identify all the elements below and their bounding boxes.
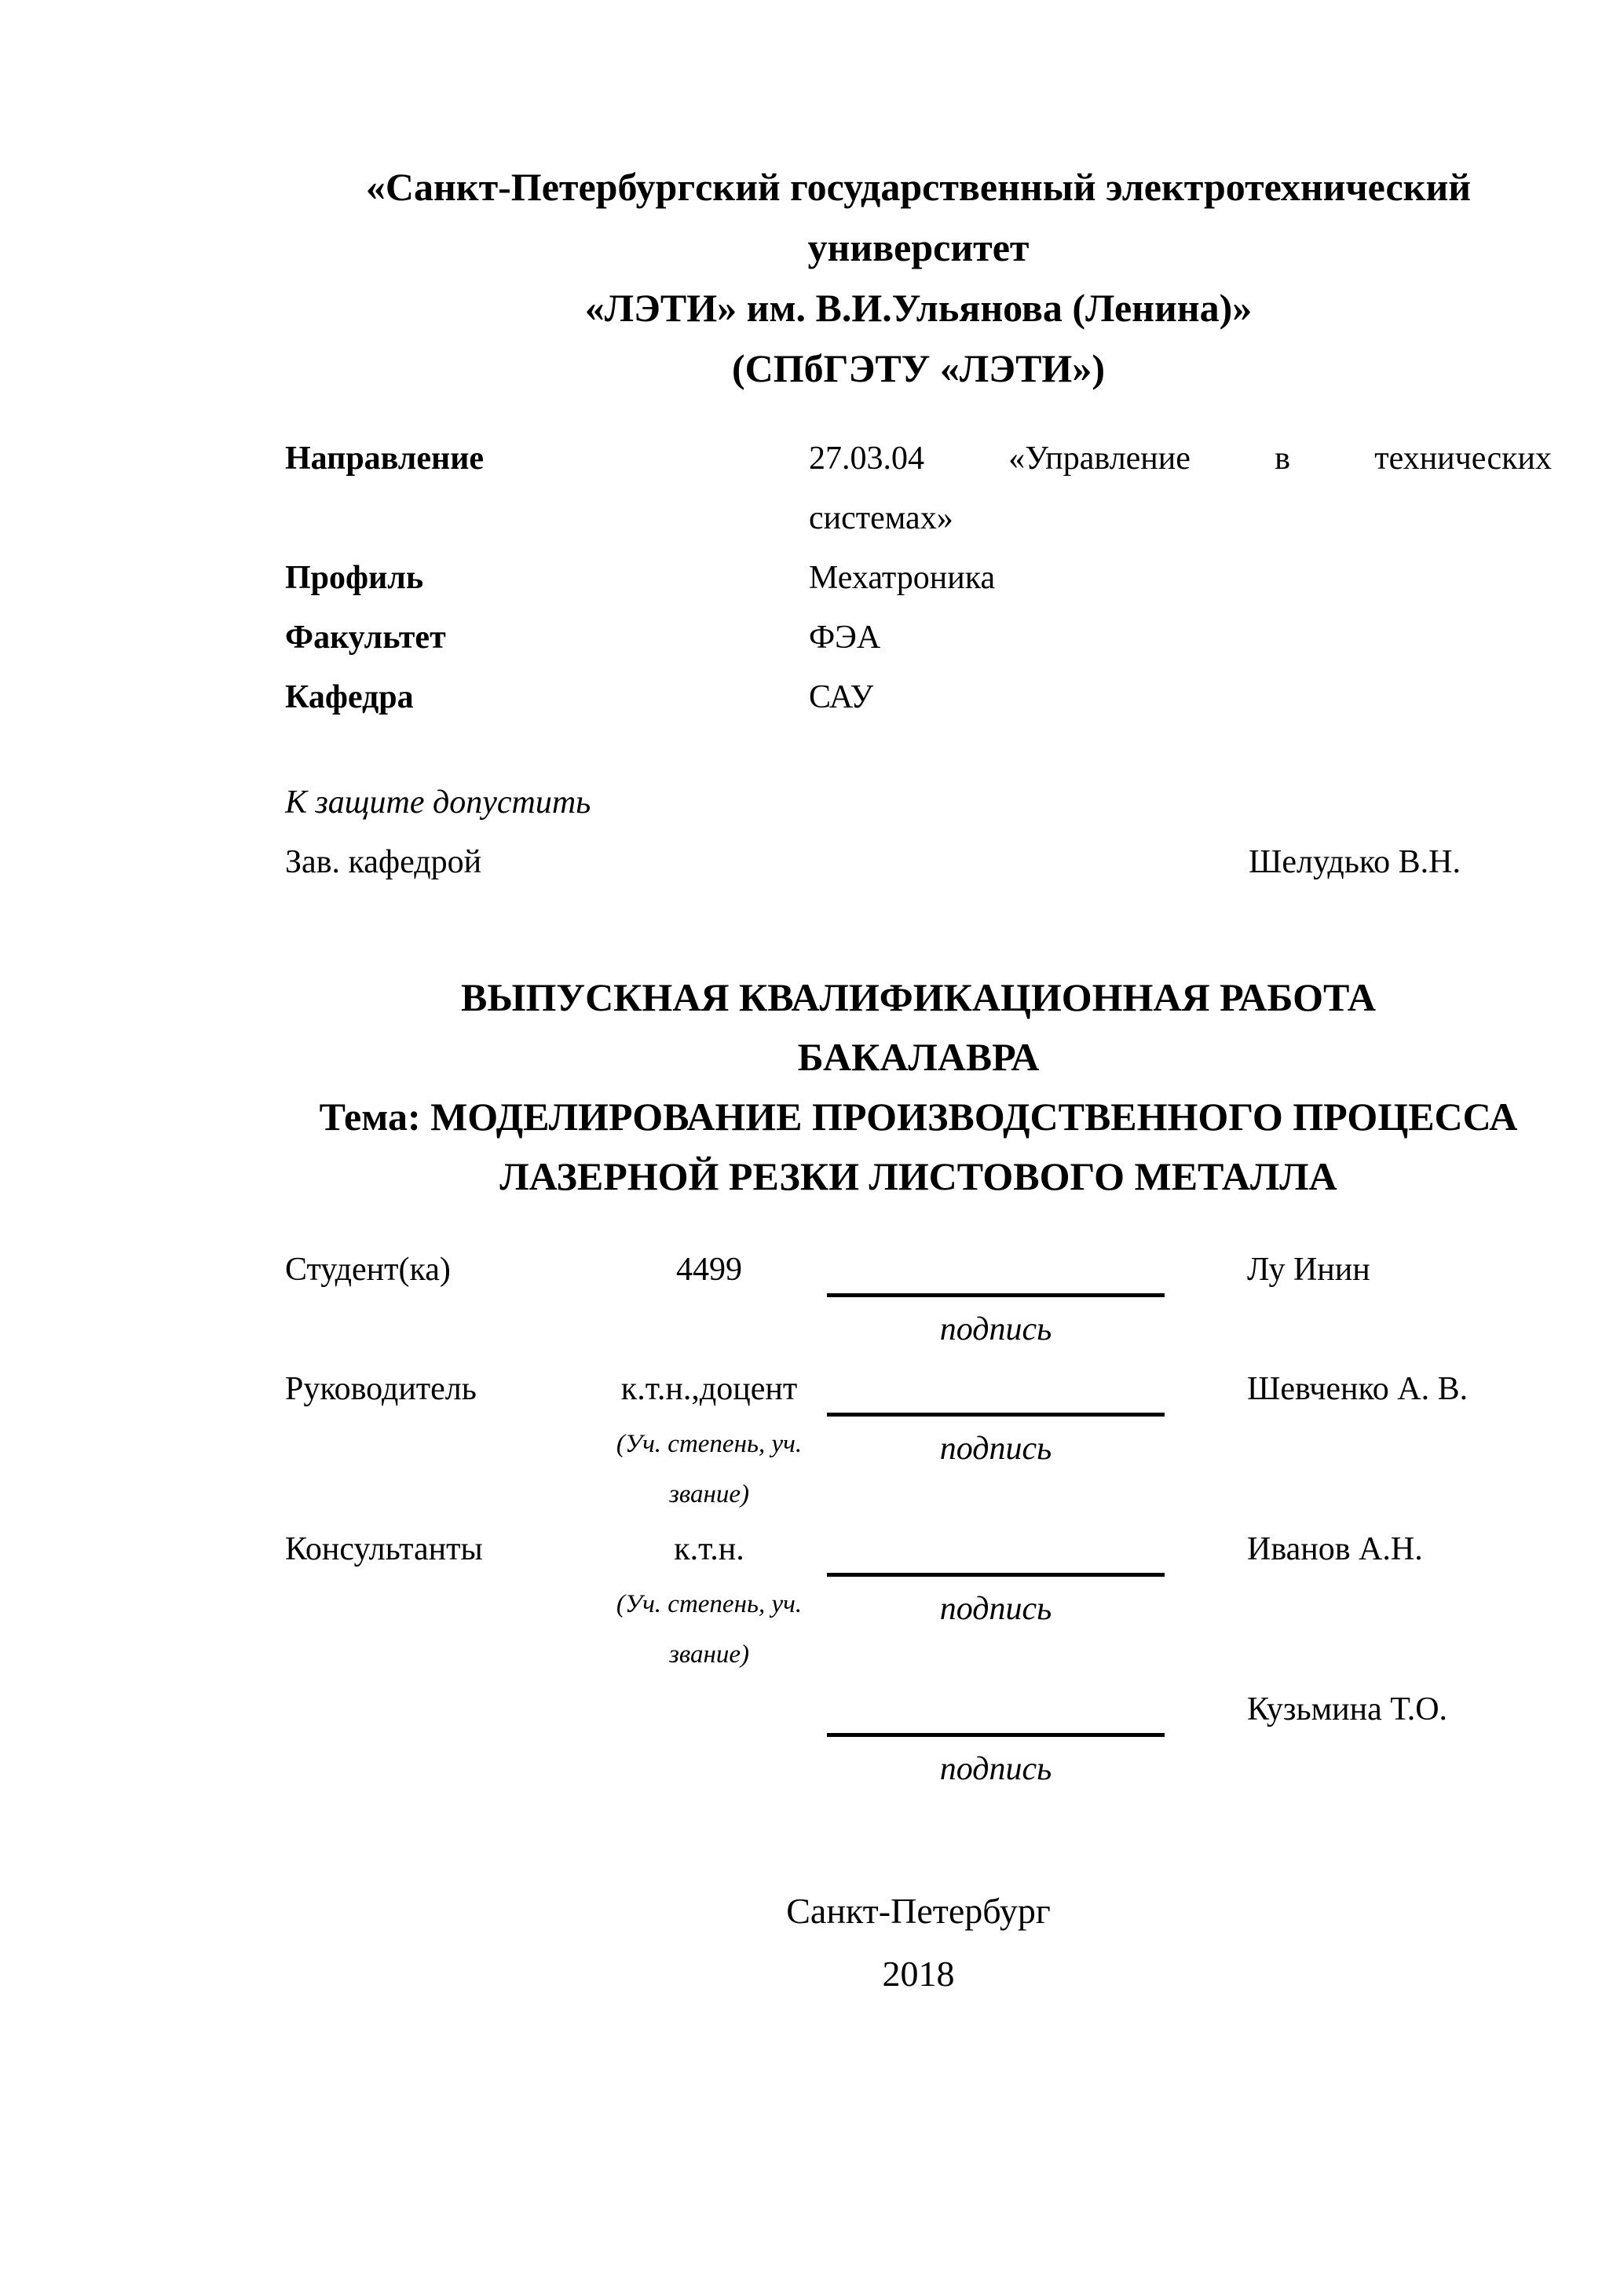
consultant2-signature-caption-cell [827, 1739, 1196, 1799]
profile-label: Профиль [285, 560, 424, 596]
thesis-title-line-2: БАКАЛАВРА [797, 1035, 1040, 1079]
supervisor-name: Шевченко А. В. [1247, 1371, 1469, 1407]
faculty-value: ФЭА [809, 620, 881, 656]
university-header [285, 157, 1552, 399]
faculty-row [285, 608, 1552, 667]
department-row [285, 667, 1552, 727]
consultant-row [285, 1519, 1552, 1680]
direction-label: Направление [285, 441, 485, 477]
dept-head-name: Шелудько В.Н. [1249, 844, 1461, 880]
thesis-title-line-1: ВЫПУСКНАЯ КВАЛИФИКАЦИОННАЯ РАБОТА [461, 975, 1376, 1019]
direction-value-line-2: системах» [809, 500, 953, 536]
department-label: Кафедра [285, 679, 414, 715]
consultant-signature-caption-cell [827, 1579, 1196, 1680]
student-role-label: Студент(ка) [285, 1252, 451, 1288]
consultant-signature-line [827, 1519, 1165, 1577]
footer-year: 2018 [882, 1954, 955, 1994]
student-row [285, 1240, 1552, 1359]
thesis-title-line-3: Тема: МОДЕЛИРОВАНИЕ ПРОИЗВОДСТВЕННОГО ПРОЦЕССА [319, 1095, 1518, 1139]
student-signature-caption-cell [827, 1300, 1196, 1359]
signature-table [285, 1240, 1552, 1799]
university-header-line-2: университет [807, 225, 1030, 269]
consultant-role-label: Консультанты [285, 1531, 483, 1567]
footer-city: Санкт-Петербург [786, 1891, 1051, 1931]
dept-head-row [285, 832, 1552, 892]
footer-block [285, 1880, 1552, 2005]
student-group-number: 4499 [676, 1252, 742, 1288]
faculty-label: Факультет [285, 620, 446, 656]
university-header-line-4: (СПбГЭТУ «ЛЭТИ») [732, 346, 1105, 390]
degree-hint-line-2: звание) [669, 1480, 749, 1508]
signature-caption: подпись [939, 1591, 1052, 1627]
student-name: Лу Инин [1247, 1252, 1370, 1288]
degree-hint-line-1: (Уч. степень, уч. [616, 1590, 803, 1618]
consultant-name: Иванов А.Н. [1247, 1531, 1423, 1567]
supervisor-signature-caption-cell [827, 1419, 1196, 1519]
university-header-line-1: «Санкт-Петербургский государственный электротехнический [365, 165, 1472, 209]
admission-block [285, 773, 1552, 892]
degree-hint-line-2: звание) [669, 1640, 749, 1669]
signature-caption: подпись [939, 1311, 1052, 1347]
supervisor-row [285, 1359, 1552, 1519]
profile-value: Мехатроника [809, 560, 996, 596]
student-signature-line [827, 1240, 1165, 1297]
supervisor-degree-hint [591, 1419, 827, 1519]
consultant2-signature-line [827, 1680, 1165, 1737]
consultant-degree: к.т.н. [674, 1531, 744, 1567]
program-info [285, 429, 1552, 727]
university-header-line-3: «ЛЭТИ» им. В.И.Ульянова (Ленина)» [584, 286, 1253, 330]
consultant2-signature-cell [827, 1680, 1196, 1739]
signature-caption: подпись [939, 1751, 1052, 1787]
consultant-degree-hint [591, 1579, 827, 1680]
direction-value-line-1: 27.03.04 «Управление в технических [809, 441, 1552, 477]
supervisor-signature-line [827, 1359, 1165, 1417]
thesis-title [285, 967, 1552, 1206]
dept-head-label: Зав. кафедрой [285, 844, 482, 880]
supervisor-role-label: Руководитель [285, 1371, 477, 1407]
consultant-signature-cell [827, 1519, 1196, 1579]
thesis-title-line-4: ЛАЗЕРНОЙ РЕЗКИ ЛИСТОВОГО МЕТАЛЛА [499, 1154, 1337, 1198]
supervisor-signature-cell [827, 1359, 1196, 1419]
signature-caption: подпись [939, 1431, 1052, 1467]
profile-row [285, 548, 1552, 608]
department-value: САУ [809, 679, 874, 715]
supervisor-degree: к.т.н.,доцент [620, 1371, 798, 1407]
student-signature-cell [827, 1240, 1196, 1300]
admission-approval-line: К защите допустить [285, 784, 591, 821]
degree-hint-line-1: (Уч. степень, уч. [616, 1430, 803, 1458]
consultant2-row [285, 1680, 1552, 1799]
consultant2-name: Кузьмина Т.О. [1247, 1691, 1448, 1727]
direction-row [285, 429, 1552, 548]
direction-value [809, 429, 1552, 548]
